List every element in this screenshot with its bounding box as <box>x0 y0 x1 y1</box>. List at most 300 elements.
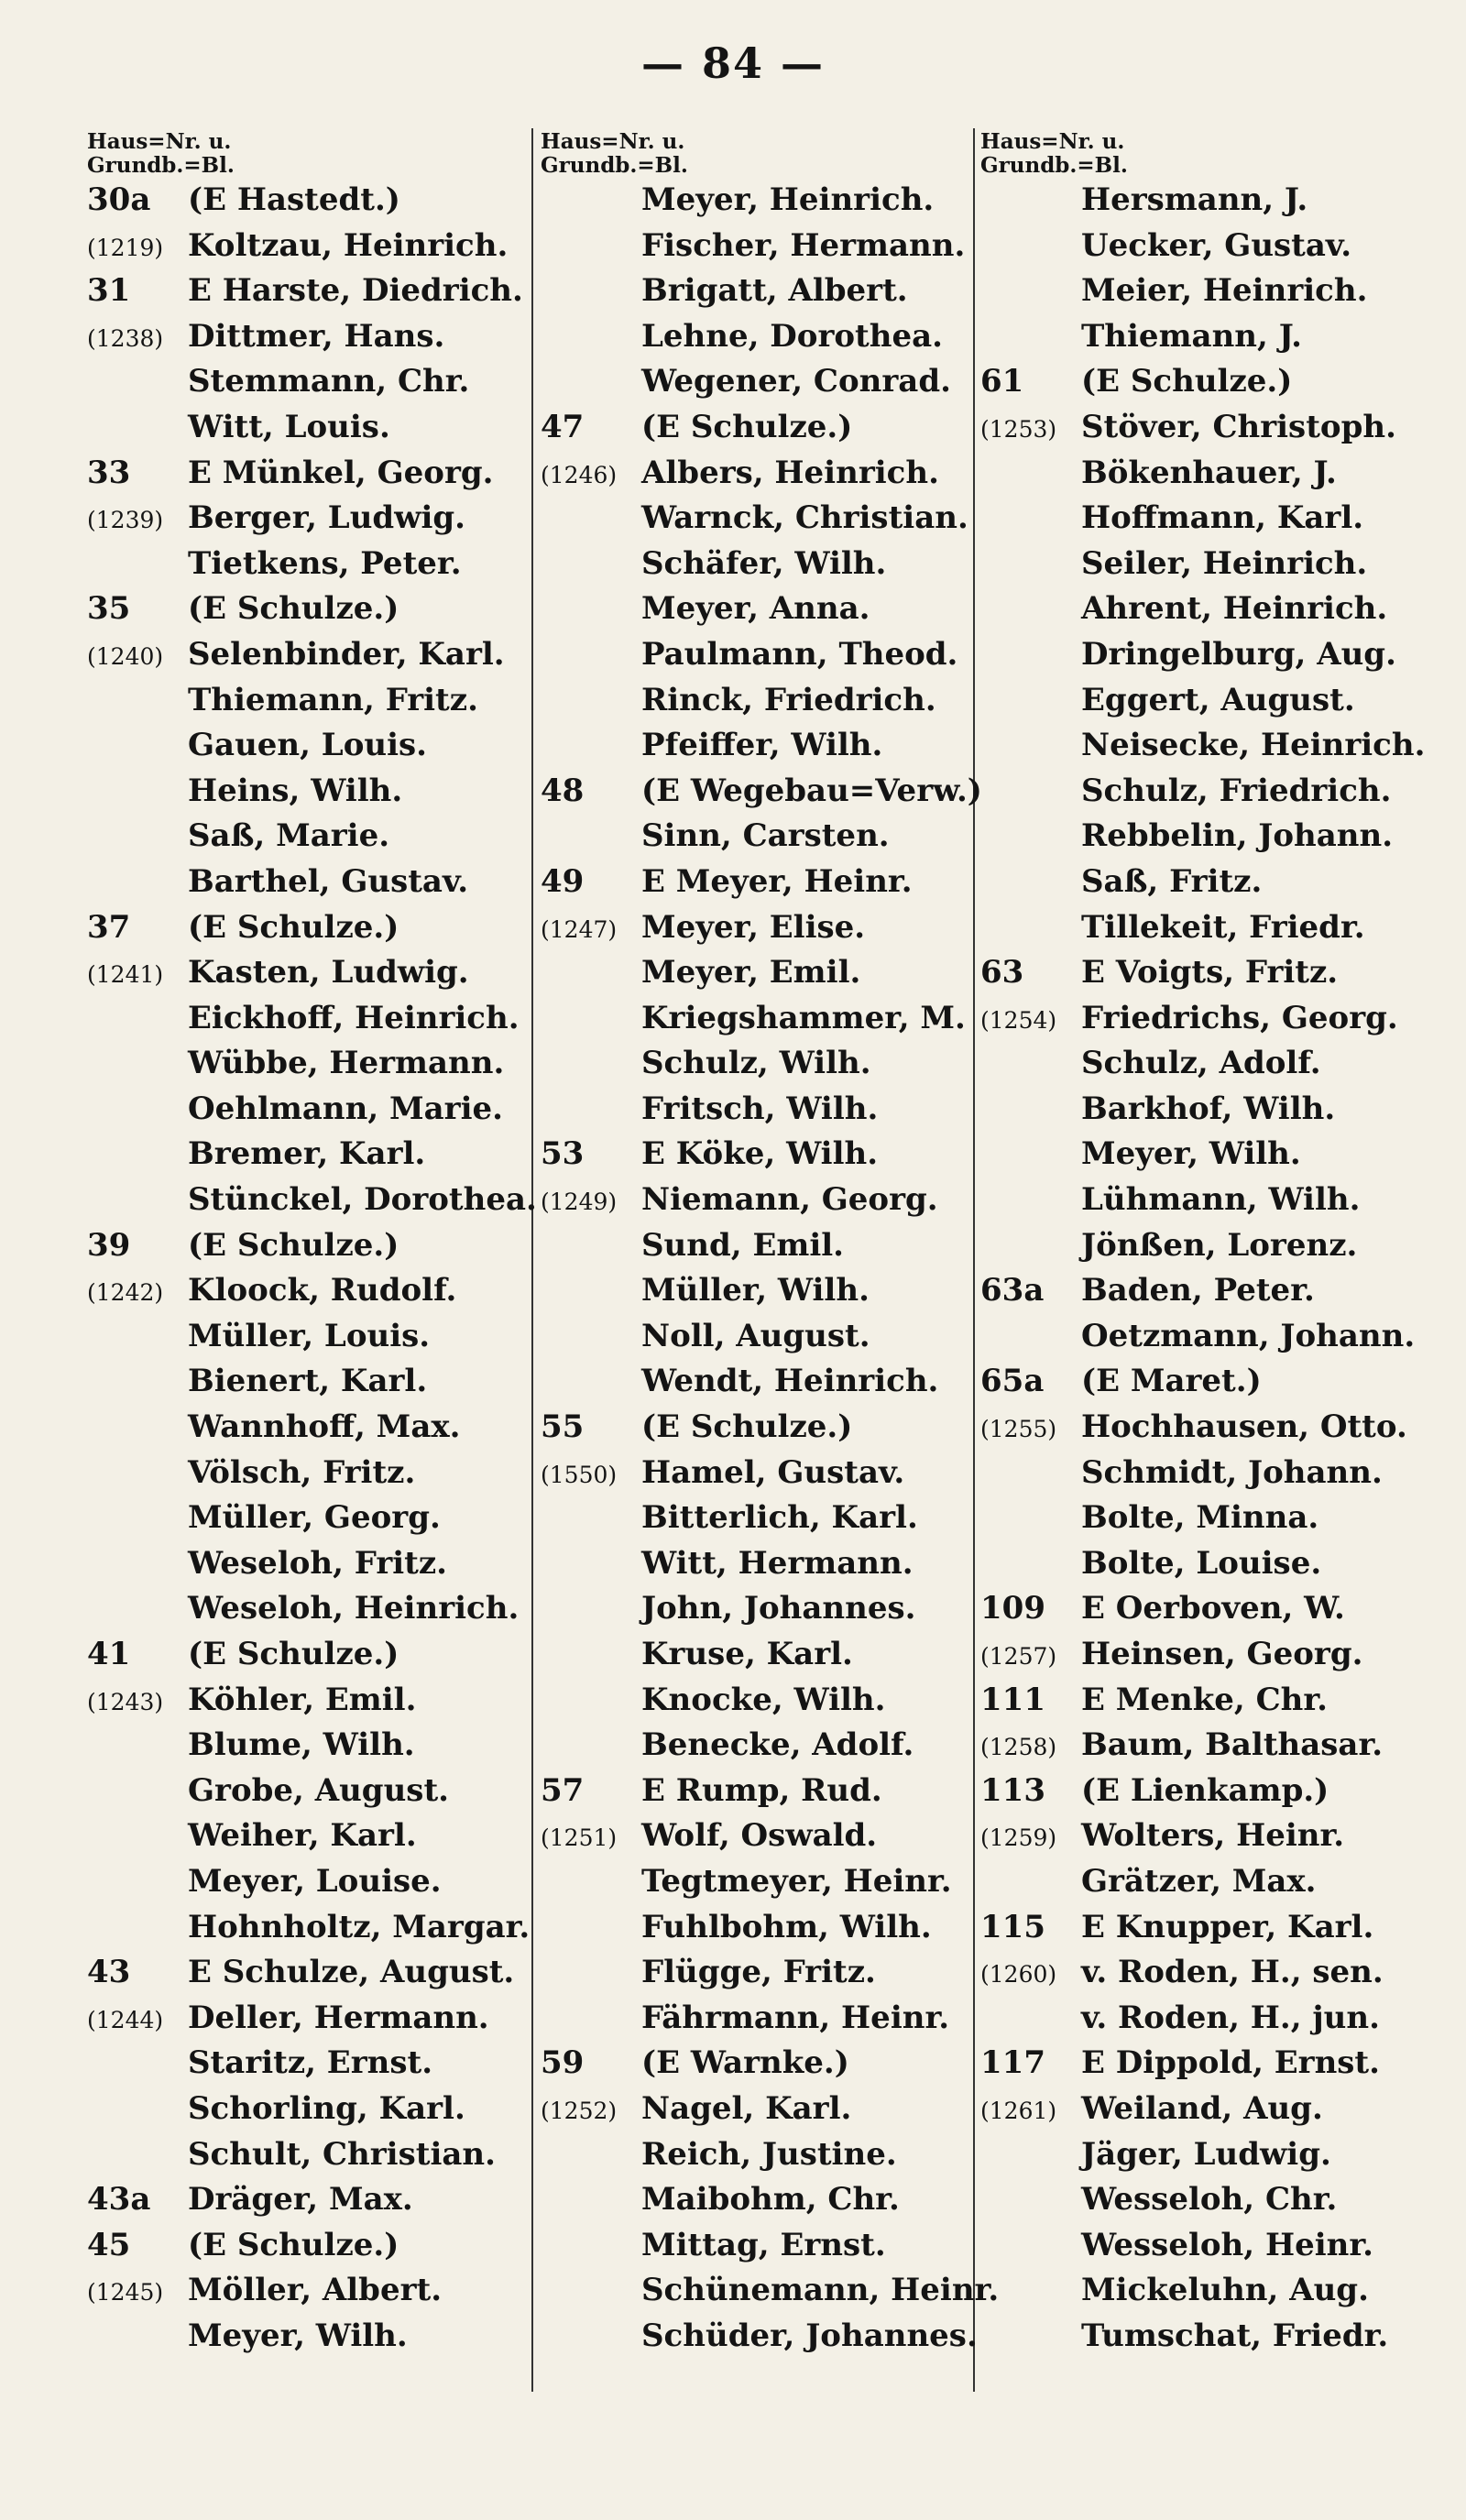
resident-name: Wolf, Oswald. <box>641 1817 878 1855</box>
resident-name: Hamel, Gustav. <box>641 1453 905 1491</box>
resident-name: E Köke, Wilh. <box>641 1135 879 1173</box>
directory-entry <box>980 590 1439 636</box>
house-number: 48 <box>541 772 585 809</box>
resident-name: Neisecke, Heinrich. <box>1081 727 1426 764</box>
resident-name: Wesseloh, Heinr. <box>1081 2226 1373 2263</box>
resident-name: Ahrent, Heinrich. <box>1081 590 1388 628</box>
directory-entry <box>541 409 999 455</box>
directory-entry <box>980 2272 1439 2317</box>
resident-name: Flügge, Fritz. <box>641 1954 876 1991</box>
resident-name: Saß, Fritz. <box>1081 862 1263 900</box>
house-number: 39 <box>87 1226 131 1264</box>
house-number: (1239) <box>87 507 164 534</box>
directory-entry <box>541 682 999 728</box>
directory-entry <box>87 954 545 1000</box>
resident-name: Noll, August. <box>641 1317 870 1354</box>
resident-name: Bitterlich, Karl. <box>641 1499 918 1537</box>
resident-name: Schüder, Johannes. <box>641 2317 978 2354</box>
directory-entry <box>980 1045 1439 1090</box>
resident-name: Müller, Louis. <box>188 1317 431 1354</box>
directory-entry <box>87 2000 545 2045</box>
resident-name: E Meyer, Heinr. <box>641 862 913 900</box>
directory-entry <box>87 1318 545 1364</box>
resident-name: (E Schulze.) <box>1081 363 1293 400</box>
directory-entry <box>541 1045 999 1090</box>
directory-entry <box>87 1726 545 1772</box>
directory-entry <box>541 727 999 772</box>
directory-entry <box>980 727 1439 772</box>
resident-name: (E Schulze.) <box>188 1226 399 1264</box>
resident-name: Hersmann, J. <box>1081 181 1308 218</box>
resident-name: Seiler, Heinrich. <box>1081 544 1368 582</box>
resident-name: E Oerboven, W. <box>1081 1590 1345 1627</box>
resident-name: v. Roden, H., sen. <box>1081 1954 1384 1991</box>
resident-name: Kruse, Karl. <box>641 1636 853 1672</box>
directory-entry <box>541 1954 999 2000</box>
house-number: 31 <box>87 272 131 310</box>
directory-entry <box>87 2272 545 2317</box>
house-number: 37 <box>87 908 131 946</box>
resident-name: E Voigts, Fritz. <box>1081 954 1339 992</box>
directory-entry <box>87 772 545 818</box>
resident-name: Lehne, Dorothea. <box>641 317 943 355</box>
resident-name: Schmidt, Johann. <box>1081 1453 1383 1491</box>
house-number: 61 <box>980 363 1024 400</box>
resident-name: Meyer, Emil. <box>641 954 861 992</box>
directory-entry <box>980 2227 1439 2273</box>
resident-name: Kloock, Rudolf. <box>188 1272 457 1309</box>
column-3 <box>980 130 1439 2363</box>
resident-name: Thiemann, Fritz. <box>188 681 478 718</box>
house-number: (1251) <box>541 1824 618 1852</box>
resident-name: Friedrichs, Georg. <box>1081 999 1398 1036</box>
house-number: (1247) <box>541 915 618 943</box>
resident-name: Oetzmann, Johann. <box>1081 1317 1416 1354</box>
resident-name: Schult, Christian. <box>188 2135 496 2173</box>
resident-name: Kriegshammer, M. <box>641 999 966 1036</box>
house-number: 63 <box>980 954 1024 992</box>
house-number: (1219) <box>87 234 164 261</box>
resident-name: Witt, Louis. <box>188 408 390 445</box>
directory-entry <box>980 1318 1439 1364</box>
resident-name: Fuhlbohm, Wilh. <box>641 1908 932 1945</box>
directory-entry <box>980 636 1439 682</box>
house-number: 35 <box>87 590 131 628</box>
resident-name: Benecke, Adolf. <box>641 1726 914 1764</box>
house-number: (1246) <box>541 461 618 488</box>
directory-entry <box>980 1863 1439 1909</box>
directory-entry <box>541 590 999 636</box>
directory-entry <box>87 1454 545 1500</box>
resident-name: Meyer, Anna. <box>641 590 870 628</box>
resident-name: Mittag, Ernst. <box>641 2226 886 2263</box>
column-header: Haus=Nr. u. Grundb.=Bl. <box>87 129 235 178</box>
directory-entry <box>87 2136 545 2182</box>
resident-name: Schünemann, Heinr. <box>641 2272 1000 2309</box>
directory-entry <box>541 1272 999 1318</box>
directory-entry <box>541 2000 999 2045</box>
resident-name: Wübbe, Hermann. <box>188 1045 505 1082</box>
directory-entry <box>541 1772 999 1818</box>
directory-entry <box>980 1954 1439 2000</box>
resident-name: Hohnholtz, Margar. <box>188 1908 531 1945</box>
house-number: 109 <box>980 1590 1045 1627</box>
directory-entry <box>87 545 545 591</box>
directory-entry <box>87 863 545 909</box>
resident-name: Koltzau, Heinrich. <box>188 226 509 264</box>
directory-entry <box>980 1181 1439 1227</box>
resident-name: Warnck, Christian. <box>641 499 968 537</box>
resident-name: Schulz, Adolf. <box>1081 1045 1321 1082</box>
resident-name: Baum, Balthasar. <box>1081 1726 1384 1764</box>
resident-name: Fischer, Hermann. <box>641 226 966 264</box>
resident-name: Lühmann, Wilh. <box>1081 1181 1361 1219</box>
resident-name: Meyer, Louise. <box>188 1862 442 1900</box>
resident-name: Weseloh, Heinrich. <box>188 1590 520 1627</box>
resident-name: Paulmann, Theod. <box>641 635 958 673</box>
directory-entry <box>980 1135 1439 1181</box>
directory-entry <box>541 318 999 364</box>
resident-name: (E Schulze.) <box>188 590 399 628</box>
directory-entry <box>87 1000 545 1046</box>
directory-entry <box>541 545 999 591</box>
house-number: (1242) <box>87 1279 164 1307</box>
resident-name: Rebbelin, Johann. <box>1081 817 1394 855</box>
directory-entry <box>541 817 999 863</box>
house-number: (1261) <box>980 2097 1057 2124</box>
directory-entry <box>541 1454 999 1500</box>
directory-entry <box>980 2090 1439 2136</box>
directory-entry <box>87 1227 545 1273</box>
resident-name: Schulz, Wilh. <box>641 1045 871 1082</box>
house-number: 43 <box>87 1954 131 1991</box>
directory-entry <box>87 2090 545 2136</box>
directory-entry <box>541 1636 999 1682</box>
resident-name: Niemann, Georg. <box>641 1181 938 1219</box>
directory-entry <box>980 1090 1439 1136</box>
resident-name: (E Schulze.) <box>188 2226 399 2263</box>
resident-name: Fährmann, Heinr. <box>641 1999 950 2036</box>
directory-entry <box>980 272 1439 318</box>
resident-name: Müller, Georg. <box>188 1499 441 1537</box>
resident-name: Meyer, Elise. <box>641 908 866 946</box>
house-number: (1245) <box>87 2279 164 2306</box>
column-header: Haus=Nr. u. Grundb.=Bl. <box>980 129 1128 178</box>
resident-name: E Münkel, Georg. <box>188 454 494 491</box>
directory-entry <box>980 954 1439 1000</box>
directory-entry <box>980 2136 1439 2182</box>
directory-entry <box>541 1227 999 1273</box>
directory-entry <box>87 590 545 636</box>
directory-entry <box>541 1408 999 1454</box>
directory-entry <box>87 1636 545 1682</box>
directory-entry <box>87 227 545 273</box>
directory-entry <box>980 1499 1439 1545</box>
directory-entry <box>541 1909 999 1955</box>
resident-name: (E Hastedt.) <box>188 181 400 218</box>
resident-name: Wendt, Heinrich. <box>641 1363 939 1400</box>
resident-name: (E Warnke.) <box>641 2044 849 2082</box>
resident-name: Witt, Hermann. <box>641 1544 914 1582</box>
resident-name: Deller, Hermann. <box>188 1999 489 2036</box>
directory-entry <box>980 227 1439 273</box>
directory-entry <box>980 1454 1439 1500</box>
resident-name: E Dippold, Ernst. <box>1081 2044 1380 2082</box>
resident-name: E Knupper, Karl. <box>1081 1908 1374 1945</box>
resident-name: Grobe, August. <box>188 1771 449 1809</box>
resident-name: Selenbinder, Karl. <box>188 635 505 673</box>
resident-name: Barthel, Gustav. <box>188 862 469 900</box>
directory-entry <box>980 1408 1439 1454</box>
house-number: 47 <box>541 408 585 445</box>
house-number: 33 <box>87 454 131 491</box>
directory-entry <box>980 1682 1439 1727</box>
resident-name: (E Schulze.) <box>188 908 399 946</box>
resident-name: Schäfer, Wilh. <box>641 544 887 582</box>
resident-name: Dräger, Max. <box>188 2181 413 2219</box>
resident-name: Jönßen, Lorenz. <box>1081 1226 1358 1264</box>
directory-entry <box>541 2317 999 2363</box>
directory-entry <box>980 1545 1439 1591</box>
directory-entry <box>87 1045 545 1090</box>
directory-entry <box>980 363 1439 409</box>
directory-entry <box>87 1909 545 1955</box>
directory-entry <box>541 272 999 318</box>
directory-entry <box>541 863 999 909</box>
resident-name: Stemmann, Chr. <box>188 363 470 400</box>
resident-name: Eggert, August. <box>1081 681 1355 718</box>
directory-entry <box>87 1863 545 1909</box>
directory-entry <box>541 1000 999 1046</box>
column-header: Haus=Nr. u. Grundb.=Bl. <box>541 129 688 178</box>
directory-entry <box>980 2000 1439 2045</box>
house-number: 117 <box>980 2044 1045 2082</box>
directory-entry <box>980 1636 1439 1682</box>
resident-name: Bolte, Minna. <box>1081 1499 1319 1537</box>
directory-entry <box>87 1545 545 1591</box>
resident-name: Bienert, Karl. <box>188 1363 428 1400</box>
directory-entry <box>541 1135 999 1181</box>
house-number: 41 <box>87 1636 131 1672</box>
directory-entry <box>87 1499 545 1545</box>
resident-name: Tumschat, Friedr. <box>1081 2317 1389 2354</box>
resident-name: E Rump, Rud. <box>641 1771 882 1809</box>
directory-entry <box>541 2181 999 2227</box>
directory-entry <box>87 682 545 728</box>
directory-entry <box>980 1772 1439 1818</box>
house-number: (1260) <box>980 1961 1057 1989</box>
resident-name: Heinsen, Georg. <box>1081 1636 1363 1672</box>
house-number: 111 <box>980 1681 1045 1718</box>
house-number: (1255) <box>980 1416 1057 1443</box>
directory-entry <box>541 181 999 227</box>
directory-entry <box>541 1545 999 1591</box>
resident-name: Oehlmann, Marie. <box>188 1090 503 1127</box>
house-number: (1252) <box>541 2097 618 2124</box>
directory-entry <box>87 1090 545 1136</box>
column-1 <box>87 130 545 2363</box>
house-number: (1240) <box>87 642 164 670</box>
resident-name: Bökenhauer, J. <box>1081 454 1337 491</box>
resident-name: Müller, Wilh. <box>641 1272 870 1309</box>
house-number: (1258) <box>980 1734 1057 1761</box>
directory-entry <box>980 409 1439 455</box>
directory-entry <box>87 1408 545 1454</box>
directory-entry <box>87 2227 545 2273</box>
resident-name: v. Roden, H., jun. <box>1081 1999 1380 2036</box>
directory-entry <box>980 318 1439 364</box>
directory-entry <box>541 1863 999 1909</box>
directory-entry <box>980 2181 1439 2227</box>
resident-name: (E Schulze.) <box>641 408 853 445</box>
resident-name: (E Schulze.) <box>188 1636 399 1672</box>
resident-name: Stöver, Christoph. <box>1081 408 1396 445</box>
resident-name: Heins, Wilh. <box>188 772 403 809</box>
house-number: (1550) <box>541 1461 618 1488</box>
resident-name: (E Lienkamp.) <box>1081 1771 1329 1809</box>
directory-entry <box>87 272 545 318</box>
directory-entry <box>87 1590 545 1636</box>
resident-name: Albers, Heinrich. <box>641 454 939 491</box>
resident-name: Eickhoff, Heinrich. <box>188 999 520 1036</box>
directory-entry <box>87 1272 545 1318</box>
directory-entry <box>87 318 545 364</box>
directory-entry <box>980 1590 1439 1636</box>
resident-name: Rinck, Friedrich. <box>641 681 936 718</box>
directory-entry <box>541 954 999 1000</box>
resident-name: Wegener, Conrad. <box>641 363 951 400</box>
directory-entry <box>980 455 1439 500</box>
resident-name: Tietkens, Peter. <box>188 544 462 582</box>
resident-name: (E Schulze.) <box>641 1408 853 1446</box>
house-number: 49 <box>541 862 585 900</box>
resident-name: Wesseloh, Chr. <box>1081 2181 1338 2219</box>
house-number: (1241) <box>87 961 164 989</box>
directory-entry <box>541 1499 999 1545</box>
resident-name: Uecker, Gustav. <box>1081 226 1352 264</box>
directory-entry <box>87 817 545 863</box>
house-number: 30a <box>87 181 151 218</box>
resident-name: Dittmer, Hans. <box>188 317 445 355</box>
directory-entry <box>980 181 1439 227</box>
directory-entry <box>541 227 999 273</box>
house-number: (1257) <box>980 1643 1057 1670</box>
house-number: 59 <box>541 2044 585 2082</box>
directory-entry <box>541 363 999 409</box>
directory-entry <box>541 1363 999 1408</box>
resident-name: Nagel, Karl. <box>641 2089 852 2127</box>
directory-entry <box>87 1135 545 1181</box>
resident-name: E Menke, Chr. <box>1081 1681 1329 1718</box>
house-number: (1254) <box>980 1006 1057 1034</box>
house-number: (1249) <box>541 1189 618 1216</box>
directory-entry <box>980 545 1439 591</box>
resident-name: Mickeluhn, Aug. <box>1081 2272 1369 2309</box>
resident-name: Hochhausen, Otto. <box>1081 1408 1407 1446</box>
resident-name: Reich, Justine. <box>641 2135 897 2173</box>
resident-name: Sund, Emil. <box>641 1226 844 1264</box>
resident-name: Weiland, Aug. <box>1081 2089 1323 2127</box>
directory-entry <box>541 909 999 955</box>
house-number: 57 <box>541 1771 585 1809</box>
column-2 <box>541 130 999 2363</box>
resident-name: John, Johannes. <box>641 1590 916 1627</box>
directory-entry <box>541 2090 999 2136</box>
resident-name: Fritsch, Wilh. <box>641 1090 879 1127</box>
directory-entry <box>980 682 1439 728</box>
resident-name: Maibohm, Chr. <box>641 2181 900 2219</box>
directory-entry <box>980 1000 1439 1046</box>
directory-entry <box>87 909 545 955</box>
directory-entry <box>541 1726 999 1772</box>
directory-entry <box>87 1363 545 1408</box>
page-number: — 84 — <box>640 38 826 88</box>
resident-name: (E Maret.) <box>1081 1363 1262 1400</box>
resident-name: Baden, Peter. <box>1081 1272 1315 1309</box>
resident-name: Meyer, Wilh. <box>188 2317 408 2354</box>
directory-entry <box>980 2044 1439 2090</box>
directory-entry <box>980 1726 1439 1772</box>
directory-entry <box>541 2136 999 2182</box>
resident-name: Wolters, Heinr. <box>1081 1817 1345 1855</box>
resident-name: Brigatt, Albert. <box>641 272 908 310</box>
resident-name: Schulz, Friedrich. <box>1081 772 1392 809</box>
house-number: (1238) <box>87 324 164 352</box>
house-number: 63a <box>980 1272 1045 1309</box>
directory-entry <box>980 2317 1439 2363</box>
directory-entry <box>980 1227 1439 1273</box>
directory-entry <box>87 409 545 455</box>
resident-name: Dringelburg, Aug. <box>1081 635 1396 673</box>
directory-entry <box>541 1090 999 1136</box>
resident-name: Tillekeit, Friedr. <box>1081 908 1365 946</box>
directory-entry <box>87 363 545 409</box>
directory-entry <box>87 1181 545 1227</box>
resident-name: Köhler, Emil. <box>188 1681 417 1718</box>
resident-name: E Harste, Diedrich. <box>188 272 523 310</box>
directory-entry <box>980 817 1439 863</box>
resident-name: Hoffmann, Karl. <box>1081 499 1364 537</box>
resident-name: Berger, Ludwig. <box>188 499 465 537</box>
resident-name: Barkhof, Wilh. <box>1081 1090 1336 1127</box>
resident-name: Meyer, Wilh. <box>1081 1135 1301 1173</box>
directory-entry <box>541 1817 999 1863</box>
house-number: 113 <box>980 1771 1045 1809</box>
directory-entry <box>541 1682 999 1727</box>
resident-name: Knocke, Wilh. <box>641 1681 886 1718</box>
directory-entry <box>541 455 999 500</box>
directory-entry <box>87 1817 545 1863</box>
house-number: (1259) <box>980 1824 1057 1852</box>
directory-entry <box>980 863 1439 909</box>
house-number: 45 <box>87 2226 131 2263</box>
resident-name: Pfeiffer, Wilh. <box>641 727 883 764</box>
resident-name: Saß, Marie. <box>188 817 390 855</box>
directory-entry <box>87 499 545 545</box>
directory-entry <box>980 1272 1439 1318</box>
resident-name: Möller, Albert. <box>188 2272 443 2309</box>
resident-name: Blume, Wilh. <box>188 1726 415 1764</box>
resident-name: Staritz, Ernst. <box>188 2044 433 2082</box>
directory-entry <box>87 2317 545 2363</box>
resident-name: Weseloh, Fritz. <box>188 1544 448 1582</box>
house-number: 55 <box>541 1408 585 1446</box>
directory-entry <box>541 1318 999 1364</box>
resident-name: Thiemann, J. <box>1081 317 1302 355</box>
directory-entry <box>87 1682 545 1727</box>
directory-entry <box>87 1954 545 2000</box>
resident-name: Schorling, Karl. <box>188 2089 465 2127</box>
